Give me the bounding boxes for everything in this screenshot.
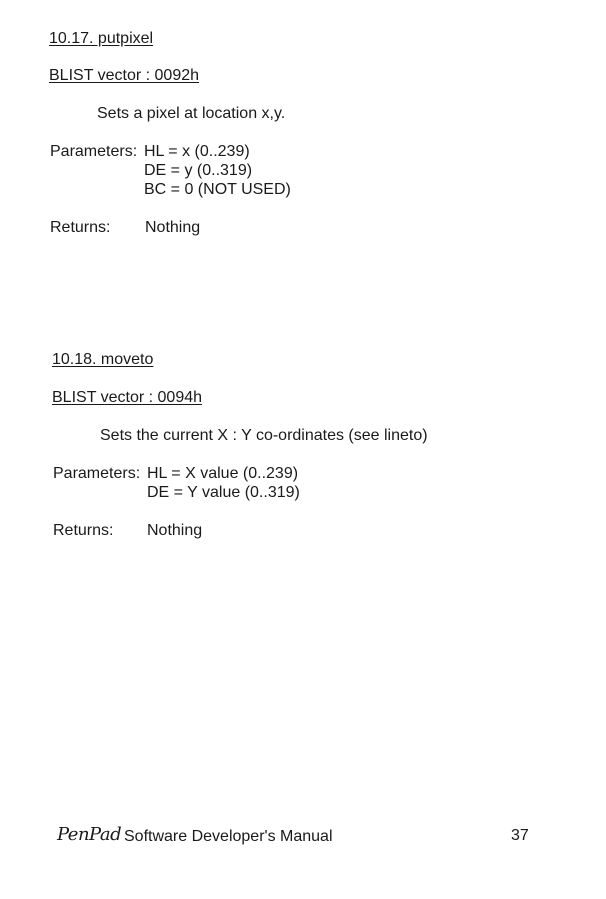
- param-de-moveto: DE = Y value (0..319): [147, 484, 300, 501]
- param-hl-putpixel: HL = x (0..239): [144, 143, 250, 160]
- returns-value-moveto: Nothing: [147, 522, 203, 539]
- manual-title: Software Developer's Manual: [124, 828, 333, 845]
- returns-value-putpixel: Nothing: [145, 219, 201, 236]
- blist-vector-putpixel: BLIST vector : 0092h: [49, 67, 200, 84]
- returns-label-putpixel: Returns:: [50, 219, 111, 236]
- param-bc-putpixel: BC = 0 (NOT USED): [144, 181, 291, 198]
- page-number: 37: [511, 827, 529, 844]
- param-de-putpixel: DE = y (0..319): [144, 162, 253, 179]
- penpad-logo: PenPad: [57, 824, 122, 845]
- returns-label-moveto: Returns:: [53, 522, 114, 539]
- section-heading-putpixel: 10.17. putpixel: [49, 30, 154, 47]
- blist-vector-moveto: BLIST vector : 0094h: [52, 389, 203, 406]
- section-heading-moveto: 10.18. moveto: [52, 351, 154, 368]
- parameters-label-putpixel: Parameters:: [50, 143, 138, 160]
- param-hl-moveto: HL = X value (0..239): [147, 465, 299, 482]
- description-putpixel: Sets a pixel at location x,y.: [97, 105, 286, 122]
- description-moveto: Sets the current X : Y co-ordinates (see lineto): [100, 427, 428, 444]
- parameters-label-moveto: Parameters:: [53, 465, 141, 482]
